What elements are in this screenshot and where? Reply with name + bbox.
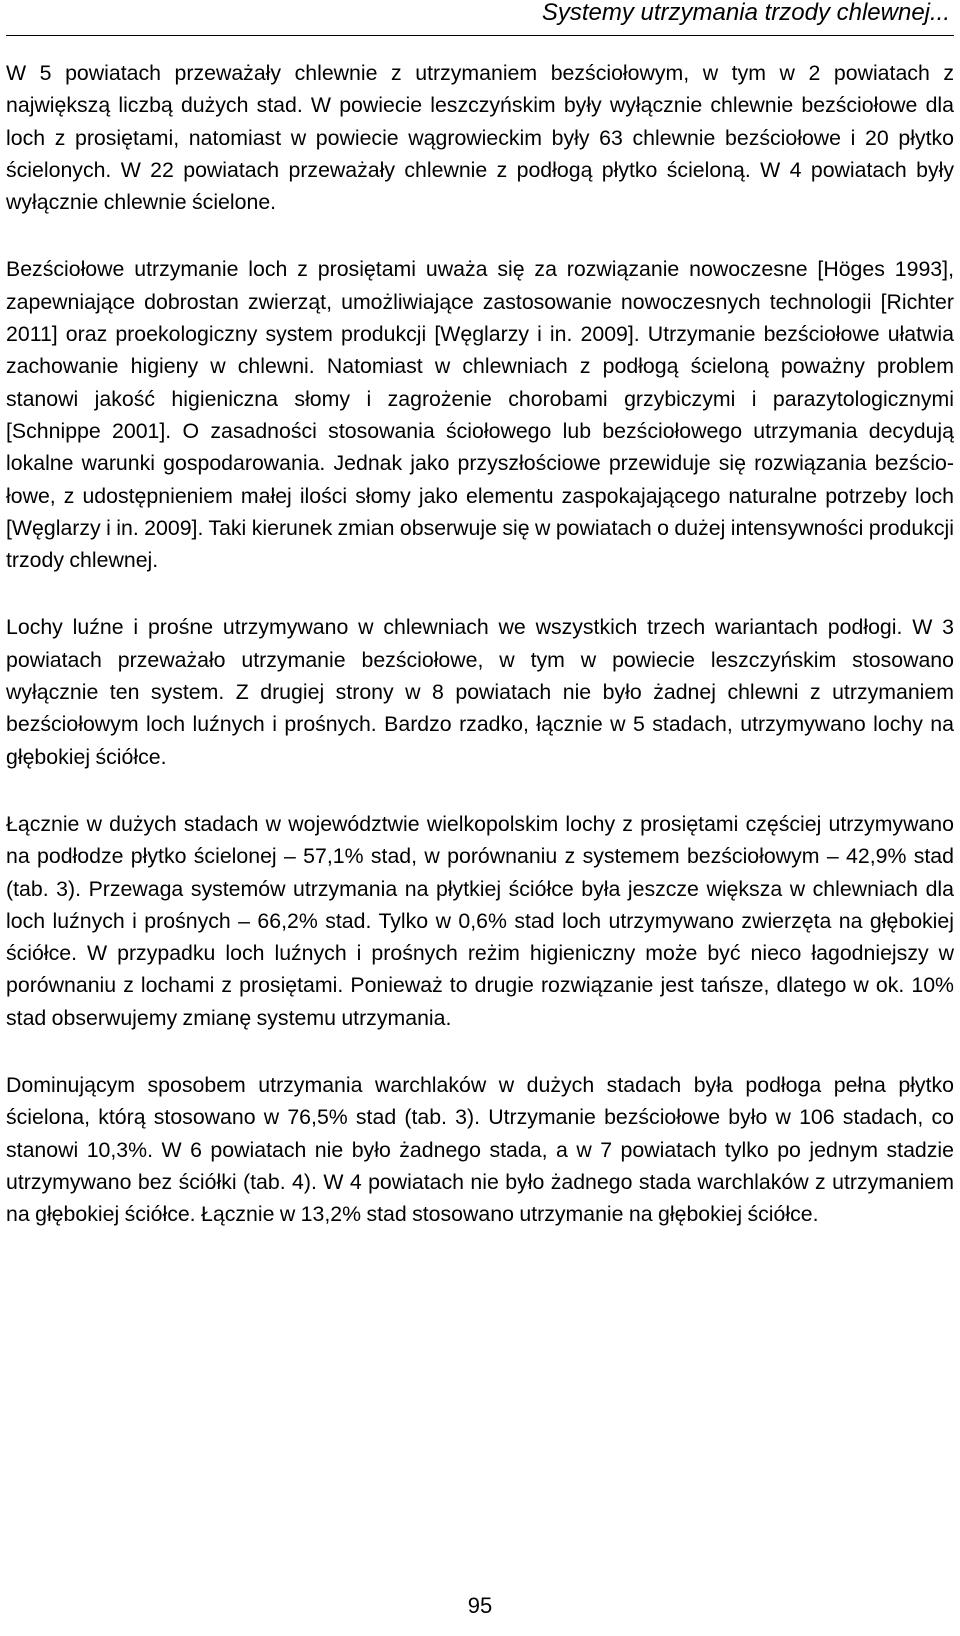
running-title: Systemy utrzymania trzody chlewnej... bbox=[541, 0, 950, 26]
page-body bbox=[6, 57, 954, 1266]
paragraph-1: W 5 powiatach przeważały chlewnie z utrzymaniem bezściołowym, w tym w 2 powiatach z największą liczbą dużych stad. W powiecie leszczyńskim były wyłącznie chlewnie bezściołowe dla loch z prosiętami, natomiast w powiecie wągrowieckim były 63 chlewnie bezściołowe i 20 płytko ścielonych. W 22 powiatach przeważały chlewnie z podłogą płytko ścieloną. W 4 powiatach były wyłącznie chlewnie ścielone. bbox=[6, 61, 954, 215]
paragraph-3: Lochy luźne i prośne utrzymywano w chlewniach we wszystkich trzech wariantach podłogi. W 3 powiatach przeważało utrzymanie bezściołowe, w tym w powiecie leszczyńskim stosowano wyłącznie ten system. Z drugiej strony w 8 powiatach nie było żadnej chlewni z utrzymaniem bezściołowym loch luźnych i prośnych. Bardzo rzadko, łącznie w 5 stadach, utrzymywano lochy na głębokiej ściółce. bbox=[6, 615, 954, 769]
paragraph-4: Łącznie w dużych stadach w województwie wielkopolskim lochy z prosiętami częściej utrzymywano na podłodze płytko ścielonej – 57,1% stad, w porównaniu z systemem bezściołowym – 42,9% stad (tab. 3). Przewaga systemów utrzymania na płytkiej ściółce była jeszcze większa w chlewniach dla loch luźnych i prośnych – 66,2% stad. Tylko w 0,6% stad loch utrzymywano zwierzęta na głębokiej ściółce. W przypadku loch luźnych i prośnych reżim higieniczny może być nieco łagodniejszy w porównaniu z lochami z prosiętami. Ponieważ to drugie rozwiązanie jest tańsze, dlatego w ok. 10% stad obserwujemy zmianę systemu utrzymania. bbox=[6, 811, 954, 1030]
running-header bbox=[6, 0, 954, 36]
paragraph-5: Dominującym sposobem utrzymania warchlaków w dużych stadach była podłoga pełna płytko ścielona, którą stosowano w 76,5% stad (tab. 3). Utrzymanie bezściołowe było w 106 stadach, co stanowi 10,3%. W 6 powiatach nie było żadnego stada, a w 7 powiatach tylko po jednym stadzie utrzymywano bez ściółki (tab. 4). W 4 powiatach nie było żadnego stada warchlaków z utrzymaniem na głębokiej ściółce. Łącznie w 13,2% stad stosowano utrzymanie na głębokiej ściółce. bbox=[6, 1073, 954, 1227]
paragraph-2: Bezściołowe utrzymanie loch z prosiętami uważa się za rozwiązanie nowoczesne [Höges 1993], zapewniające dobrostan zwierząt, umożliwiające zastosowanie nowoczesnych technologii [Richter 2011] oraz proekologiczny system produkcji [Węglarzy i in. 2009]. Utrzymanie bezściołowe ułatwia zachowanie higieny w chlewni. Natomiast w chlewniach z podłogą ścieloną poważny problem stanowi jakość higieniczna słomy i zagrożenie chorobami grzybiczymi i parazytologicznymi [Schnippe 2001]. O zasadności stosowania ściołowego lub bezściołowego utrzymania decydują lokalne warunki gospodarowania. Jednak jako przyszłościowe przewiduje się rozwiązania bezściołowe, z udostępnieniem małej ilości słomy jako elementu zaspokajającego naturalne potrzeby loch [Węglarzy i in. 2009]. Taki kierunek zmian obserwuje się w powiatach o dużej intensywności produkcji trzody chlewnej. bbox=[6, 257, 954, 573]
page-number: 95 bbox=[467, 1593, 493, 1618]
